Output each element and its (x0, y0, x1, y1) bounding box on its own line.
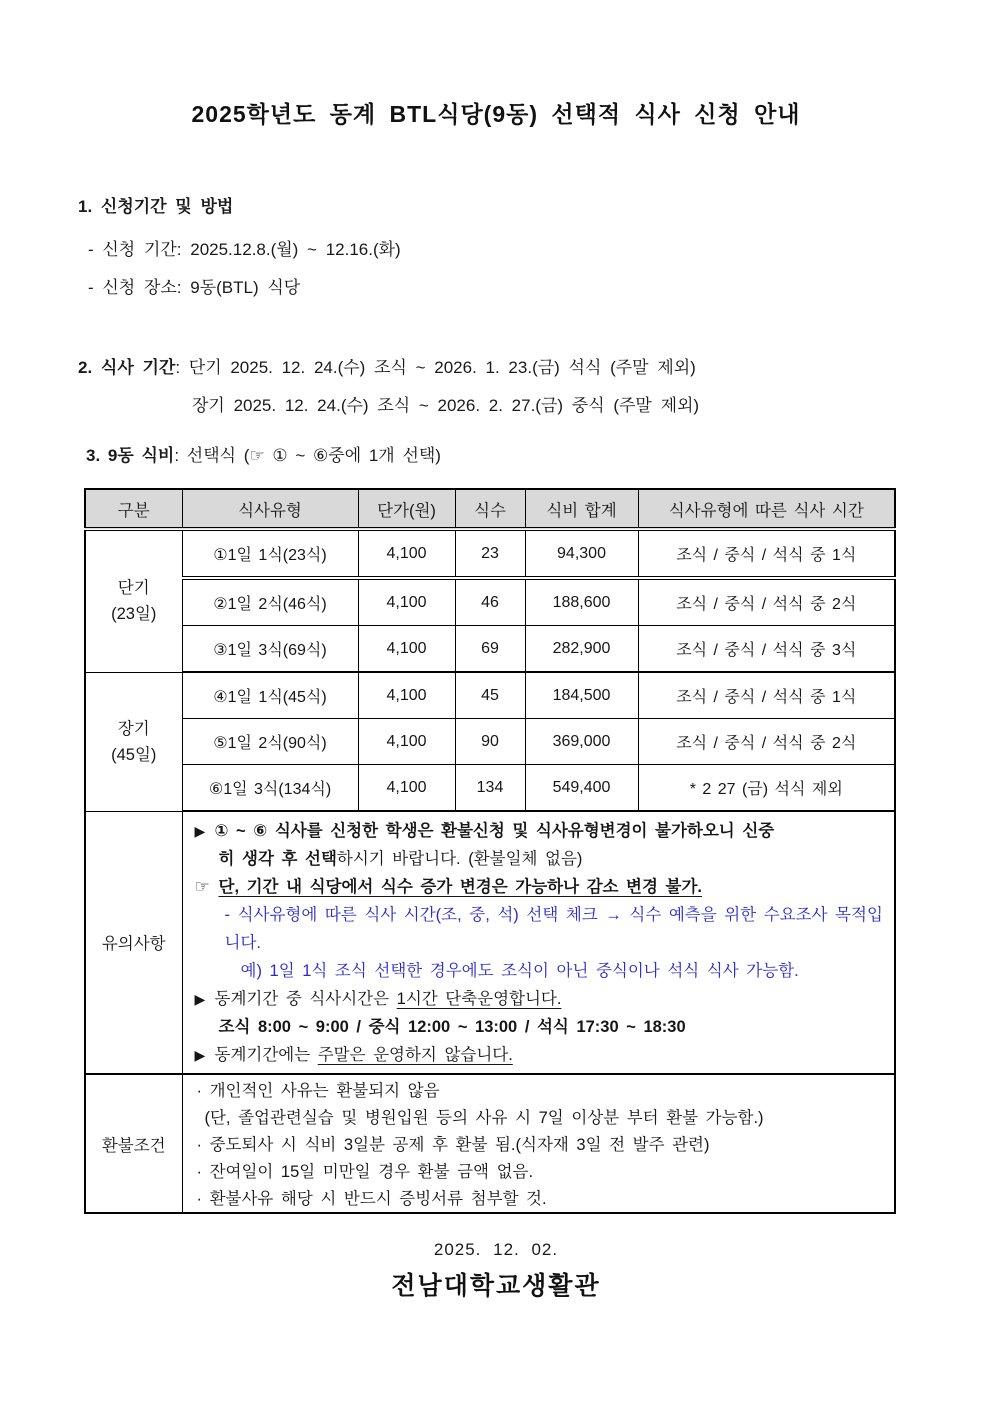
cell-unit-price: 4,100 (358, 529, 455, 578)
group-label-line1: 장기 (117, 719, 150, 738)
triangle-bullet-icon: ▶ (194, 991, 206, 1007)
document-footer (0, 1240, 992, 1302)
refund-line: · 잔여일이 15일 미만일 경우 환불 금액 없음. (196, 1163, 534, 1181)
cell-unit-price: 4,100 (358, 672, 455, 719)
col-header-meal-count: 식수 (455, 489, 525, 529)
cell-meal-count: 69 (455, 626, 525, 673)
refund-line: · 중도퇴사 시 식비 3일분 공제 후 환불 됨.(식자재 3일 전 발주 관련) (196, 1136, 710, 1154)
table-row (85, 529, 895, 578)
cell-meal-type: ⑥1일 3식(134식) (182, 765, 358, 812)
cell-meal-type: ②1일 2식(46식) (182, 578, 358, 626)
group-label-line1: 단기 (117, 579, 150, 598)
cell-unit-price: 4,100 (358, 626, 455, 673)
note-text: 주말은 운영하지 않습니다. (317, 1046, 513, 1064)
col-header-unit-price: 단가(원) (358, 489, 455, 529)
cell-unit-price: 4,100 (358, 765, 455, 812)
cell-meal-count: 134 (455, 765, 525, 812)
section-meal-period (78, 349, 922, 425)
note-text: ① ~ ⑥ 식사를 신청한 학생은 환불신청 및 식사유형변경이 불가하오니 신중 (214, 822, 775, 840)
notes-row (85, 811, 895, 1074)
cell-meal-time: 조식 / 중식 / 석식 중 1식 (638, 672, 895, 719)
table-header-row (85, 489, 895, 529)
section2-long-term: 장기 2025. 12. 24.(수) 조식 ~ 2026. 2. 27.(금) 중식 (주말 제외) (192, 396, 700, 415)
note-shortened-hours (195, 985, 887, 1013)
col-header-category: 구분 (85, 489, 182, 529)
cell-total-cost: 549,400 (525, 765, 638, 812)
note-contact (195, 1069, 887, 1073)
cell-meal-type: ①1일 1식(23식) (182, 529, 358, 578)
cell-meal-time: * 2 27 (금) 석식 제외 (638, 765, 895, 812)
triangle-bullet-icon (195, 1069, 215, 1073)
cell-meal-type: ③1일 3식(69식) (182, 626, 358, 673)
table-row (85, 765, 895, 812)
table-row (85, 626, 895, 673)
cell-total-cost: 94,300 (525, 529, 638, 578)
cell-unit-price: 4,100 (358, 719, 455, 765)
group-label-line2: (45일) (111, 745, 157, 764)
refund-row (85, 1074, 895, 1213)
note-survey-purpose: - 식사유형에 따른 식사 시간(조, 중, 석) 선택 체크 → 식수 예측을 위한 수요조사 목적입니다. (224, 906, 883, 952)
refund-label: 환불조건 (85, 1074, 182, 1213)
refund-cell (182, 1074, 895, 1213)
note-no-refund (195, 817, 887, 873)
cell-meal-time: 조식 / 중식 / 석식 중 3식 (638, 626, 895, 673)
cell-meal-count: 90 (455, 719, 525, 765)
table-row (85, 672, 895, 719)
organization-name: 전남대학교생활관 (391, 1272, 601, 1300)
note-meal-times: 조식 8:00 ~ 9:00 / 중식 12:00 ~ 13:00 / 석식 17:30 ~ 18:30 (218, 1018, 686, 1036)
cell-meal-count: 46 (455, 578, 525, 626)
cell-meal-time: 조식 / 중식 / 석식 중 1식 (638, 529, 895, 578)
section1-item-place: - 신청 장소: 9동(BTL) 식당 (88, 278, 301, 297)
group-label-long-term (85, 672, 182, 811)
col-header-total-cost: 식비 합계 (525, 489, 638, 529)
note-text: 단, 기간 내 식당에서 식수 증가 변경은 가능하나 감소 변경 불가. (218, 878, 702, 896)
issue-date: 2025. 12. 02. (433, 1240, 559, 1259)
triangle-bullet-icon: ▶ (194, 823, 206, 839)
notes-content (185, 812, 893, 1073)
note-text: 동계기간 중 식사시간은 (214, 990, 397, 1008)
section3-rest: : 선택식 (☞ ① ~ ⑥중에 1개 선택) (174, 446, 441, 465)
cell-meal-type: ④1일 1식(45식) (182, 672, 358, 719)
section1-item-period: - 신청 기간: 2025.12.8.(월) ~ 12.16.(화) (88, 240, 401, 259)
note-text: 히 생각 후 선택 (218, 850, 337, 868)
section2-short-term: 단기 2025. 12. 24.(수) 조식 ~ 2026. 1. 23.(금) 석식 (주말 제외) (188, 358, 696, 377)
col-header-meal-type: 식사유형 (182, 489, 358, 529)
cell-total-cost: 369,000 (525, 719, 638, 765)
cell-meal-time: 조식 / 중식 / 석식 중 2식 (638, 719, 895, 765)
section-meal-cost-heading (86, 441, 992, 471)
section2-colon: : (175, 358, 189, 377)
section2-line1 (78, 349, 922, 387)
refund-content (185, 1075, 893, 1212)
cell-meal-type: ⑤1일 2식(90식) (182, 719, 358, 765)
note-change-rule (195, 873, 887, 901)
cell-unit-price: 4,100 (358, 578, 455, 626)
section1-heading: 1. 신청기간 및 방법 (78, 197, 234, 216)
cell-total-cost: 184,500 (525, 672, 638, 719)
section-application-period (78, 193, 922, 307)
cell-meal-count: 23 (455, 529, 525, 578)
pointing-hand-icon: ☞ (194, 877, 210, 896)
table-row (85, 719, 895, 765)
col-header-meal-time: 식사유형에 따른 식사 시간 (638, 489, 895, 529)
cell-total-cost: 282,900 (525, 626, 638, 673)
note-text: 1시간 단축운영합니다. (396, 990, 562, 1008)
triangle-bullet-icon: ▶ (194, 1047, 206, 1063)
section3-heading: 3. 9동 식비 (86, 446, 175, 465)
group-label-short-term (85, 529, 182, 672)
refund-line-exception: (단, 졸업관련실습 및 병원입원 등의 사유 시 7일 이상분 부터 환불 가능함.) (204, 1109, 764, 1127)
note-example: 예) 1일 1식 조식 선택한 경우에도 조식이 아닌 중식이나 석식 식사 가능함. (240, 962, 799, 980)
meal-plan-table (84, 488, 896, 1214)
note-text: 동계기간에는 (214, 1046, 318, 1064)
notes-label: 유의사항 (85, 811, 182, 1074)
cell-meal-time: 조식 / 중식 / 석식 중 2식 (638, 578, 895, 626)
refund-line: · 환불사유 해당 시 반드시 증빙서류 첨부할 것. (196, 1190, 547, 1208)
group-label-line2: (23일) (111, 605, 157, 624)
note-no-weekend (195, 1041, 887, 1069)
cell-meal-count: 45 (455, 672, 525, 719)
page-title: 2025학년도 동계 BTL식당(9동) 선택적 식사 신청 안내 (191, 101, 801, 127)
note-text: 하시기 바랍니다. (환불일체 없음) (336, 850, 583, 868)
table-row (85, 578, 895, 626)
cell-total-cost: 188,600 (525, 578, 638, 626)
section2-heading: 2. 식사 기간 (78, 358, 176, 377)
refund-line: · 개인적인 사유는 환불되지 않음 (196, 1082, 440, 1100)
notes-cell (182, 811, 895, 1074)
